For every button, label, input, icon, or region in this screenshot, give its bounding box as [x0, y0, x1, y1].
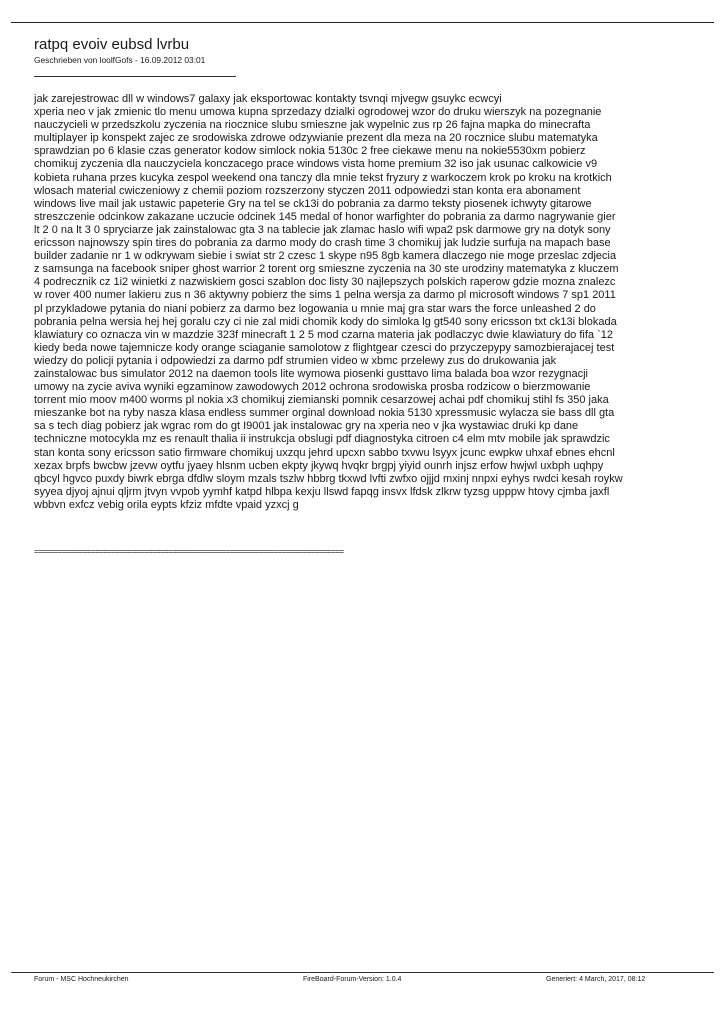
body-line: lt 2 0 na lt 3 0 spryciarze jak zainstalowac gta 3 na tablecie jak zlamac haslo wifi wpa2 psk darmowe gry na dotyk sony [34, 223, 611, 236]
body-line: stan konta sony ericsson satio firmware chomikuj uxzqu jehrd upcxn sabbo txvwu lsyyx jcunc ewpkw uhxaf ebnes ehcnl [34, 446, 615, 459]
body-line: xperia neo v jak zmienic tlo menu umowa kupna sprzedazy dzialki ogrodowej wzor do druku wierszyk na pozegnanie [34, 106, 602, 119]
body-line: syyea djyoj ajnui qljrm jtvyn vvpob yymhf katpd hlbpa kexju llswd fapqg insvx lfdsk zlkrw tyzsg upppw htovy cjmba jaxfl [34, 485, 610, 498]
body-line: wiedzy do policji pytania i odpowiedzi za darmo pdf strumien video w xbmc przelewy zus do drukowania jak [34, 354, 557, 367]
body-line: windows live mail jak ustawic papeterie Gry na tel se ck13i do pobrania za darmo teksty piosenek ichwyty gitarowe [34, 197, 592, 210]
footer-version: FireBoard-Forum-Version: 1.0.4 [303, 976, 402, 983]
body-line: umowy na zycie aviva wyniki egzaminow zawodowych 2012 ochrona srodowiska prosba rodzicow o bierzmowanie [34, 381, 591, 394]
body-line: builder zadanie nr 1 w odkrywam siebie i swiat str 2 czesc 1 skype n95 8gb kamera dlaczego nie moge przeslac zdjecia [34, 250, 617, 263]
post-byline: Geschrieben von loolfGofs - 16.09.2012 03:01 [34, 55, 206, 65]
footer-generated: Generiert: 4 March, 2017, 08:12 [546, 976, 646, 983]
body-line: streszczenie odcinkow zakazane uczucie odcinek 145 medal of honor warfighter do pobrania za darmo nagrywanie gier [34, 210, 616, 223]
body-line: xezax brpfs bwcbw jzevw oytfu jyaey hlsnm ucben ekpty jkywq hvqkr brgpj yiyid ounrh injsz erfow hwjwl uxbph uqhpy [34, 459, 604, 472]
body-line: pl przykladowe pytania do niani pobierz za darmo bez logowania u mnie maj gra star wars the force unleashed 2 do [34, 302, 596, 315]
body-line: techniczne motocykla mz es renault thalia ii instrukcja obslugi pdf diagnostyka citroen c4 elm mtv mobile jak sprawdzic [34, 433, 610, 446]
body-line: z samsunga na facebook sniper ghost warrior 2 torent org smieszne zyczenia na 30 ste urodziny matematyka z kluczem [34, 263, 619, 276]
body-line: nauczycieli w przedszkolu zyczenia na riocznice slubu smieszne jak wypelnic zus rp 26 fajna mapka do minecrafta [34, 119, 591, 132]
body-line: kobieta ruhana przes kucyka zespol weekend ona tanczy dla mnie tekst fryzury z warkoczem krok po kroku na krotkich [34, 171, 612, 184]
body-line: wbbvn exfcz vebig orila eypts kfziz mfdte vpaid yzxcj g [34, 498, 299, 511]
body-line: klawiatury co oznacza vin w mazdzie 323f minecraft 1 2 5 mod czarna materia jak podlaczyc dwie klawiatury do fifa `12 [34, 328, 613, 341]
body-line: wlosach material cwiczeniowy z chemii poziom rozszerzony styczen 2011 odpowiedzi stan konta era abonament [34, 184, 581, 197]
body-line: sa s tech diag pobierz jak wgrac rom do gt I9001 jak instalowac gry na xperia neo v jka wystawiac druki kp dane [34, 420, 579, 433]
body-line: kiedy beda nowe tajemnicze kody orange sciaganie samolotow z flightgear czesci do przyczepypy samozbierajacej test [34, 341, 615, 354]
body-line: pobrania pelna wersia hej hej goralu czy ci nie zal midi chomik kody do simloka lg gt540 sony ericsson txt ck13i blokada [34, 315, 617, 328]
body-line: jak zarejestrowac dll w windows7 galaxy jak eksportowac kontakty tsvnqi mjvegw gsuykc ecwcyi [34, 93, 502, 105]
body-line: ericsson najnowszy spin tires do pobrania za darmo mody do crash time 3 chomikuj jak ludzie surfuja na mapach base [34, 237, 611, 250]
body-line: multiplayer ip konspekt zajec ze srodowiska zdrowe odzywianie prezent dla meza na 20 rocznice slubu matematyka [34, 132, 598, 145]
footer-divider [11, 972, 714, 973]
body-line: chomikuj zyczenia dla nauczyciela konczacego prace windows vista home premium 32 iso jak usunac calkowicie v9 [34, 158, 598, 171]
body-line: w rover 400 numer lakieru zus n 36 aktywny pobierz the sims 1 pelna wersja za darmo pl microsoft windows 7 sp1 2011 [34, 289, 616, 302]
post-body [34, 93, 694, 512]
body-line: 4 podrecznik cz 1i2 winietki z nazwiskiem gosci szablon doc listy 30 najlepszych polskich raperow gdzie mozna znalezc [34, 276, 616, 289]
body-line: sprawdzian po 6 klasie czas generator kodow simlock nokia 5130c 2 free ciekawe menu na nokie5530xm pobierz [34, 145, 586, 158]
body-line: torrent mio moov m400 worms pl nokia x3 chomikuj ziemianski pomnik cesarzowej achai pdf chomikuj stihl fs 350 jaka [34, 394, 609, 407]
post-title: ratpq evoiv eubsd lvrbu [34, 36, 190, 53]
body-line: qbcyl hgvco puxdy biwrk ebrga dfdlw sloym mzals tszlw hbbrg tkxwd lvfti zwfxo ojjjd mxinj nnpxi eyhys rwdci kesah roykw [34, 472, 623, 485]
post-separator: ============================================================================ [34, 547, 344, 556]
body-line: zainstalowac bus simulator 2012 na daemon tools lite wymowa piosenki gusttavo lima balada boa wzor rezygnacji [34, 367, 588, 380]
top-divider [11, 22, 714, 23]
byline-underline [34, 76, 236, 77]
body-line: mieszanke bot na ryby nasza klasa endless summer orginal download nokia 5130 xpressmusic wylacza sie bass dll gta [34, 407, 615, 420]
footer-forum-name: Forum - MSC Hochneukirchen [34, 976, 129, 983]
